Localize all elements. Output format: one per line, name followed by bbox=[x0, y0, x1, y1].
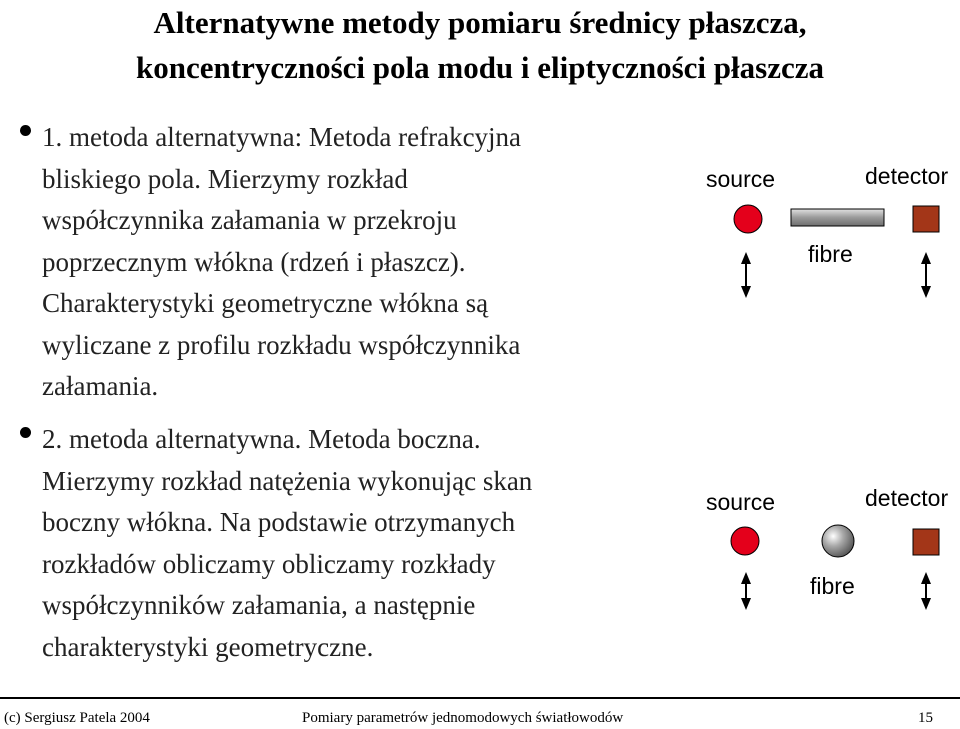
footer-course-title: Pomiary parametrów jednomodowych światłowodów bbox=[302, 710, 624, 726]
fibre-label: fibre bbox=[810, 573, 855, 599]
bullet-line: poprzecznym włókna (rdzeń i płaszcz). bbox=[42, 246, 466, 277]
slide-title-line-2: koncentryczności pola modu i eliptyczności płaszcza bbox=[136, 50, 824, 85]
bullet-line: współczynników załamania, a następnie bbox=[42, 590, 476, 620]
bullet-line: bliskiego pola. Mierzymy rozkład bbox=[42, 163, 408, 194]
source-scan-arrow-icon bbox=[741, 572, 751, 610]
footer-divider bbox=[0, 697, 960, 699]
source-label: source bbox=[706, 166, 776, 192]
source-icon bbox=[731, 527, 759, 555]
bullet-line: 2. metoda alternatywna. Metoda boczna. bbox=[42, 424, 481, 454]
bullet-line: rozkładów obliczamy obliczamy rozkłady bbox=[42, 548, 496, 579]
fibre-cross-section-icon bbox=[822, 525, 854, 557]
footer-copyright: (c) Sergiusz Patela 2004 bbox=[4, 710, 150, 726]
slide-title-line-1: Alternatywne metody pomiaru średnicy płaszcza, bbox=[153, 5, 807, 40]
detector-icon bbox=[913, 529, 939, 555]
source-label: source bbox=[706, 489, 776, 515]
bullet-line: współczynnika załamania w przekroju bbox=[42, 205, 457, 235]
bullet-line: 1. metoda alternatywna: Metoda refrakcyjna bbox=[42, 122, 522, 152]
page-number: 15 bbox=[918, 710, 933, 726]
fibre-label: fibre bbox=[808, 241, 853, 267]
bullet-line: Charakterystyki geometryczne włókna są bbox=[42, 288, 489, 318]
detector-scan-arrow-icon bbox=[921, 572, 931, 610]
bullet-line: wyliczane z profilu rozkładu współczynnika bbox=[42, 329, 521, 360]
bullet-line: charakterystyki geometryczne. bbox=[42, 631, 374, 662]
detector-label: detector bbox=[865, 163, 949, 189]
bullet-line: załamania. bbox=[42, 371, 159, 401]
bullet-line: boczny włókna. Na podstawie otrzymanych bbox=[42, 507, 516, 537]
bullet-line: Mierzymy rozkład natężenia wykonując skan bbox=[42, 465, 533, 496]
detector-label: detector bbox=[865, 485, 949, 511]
